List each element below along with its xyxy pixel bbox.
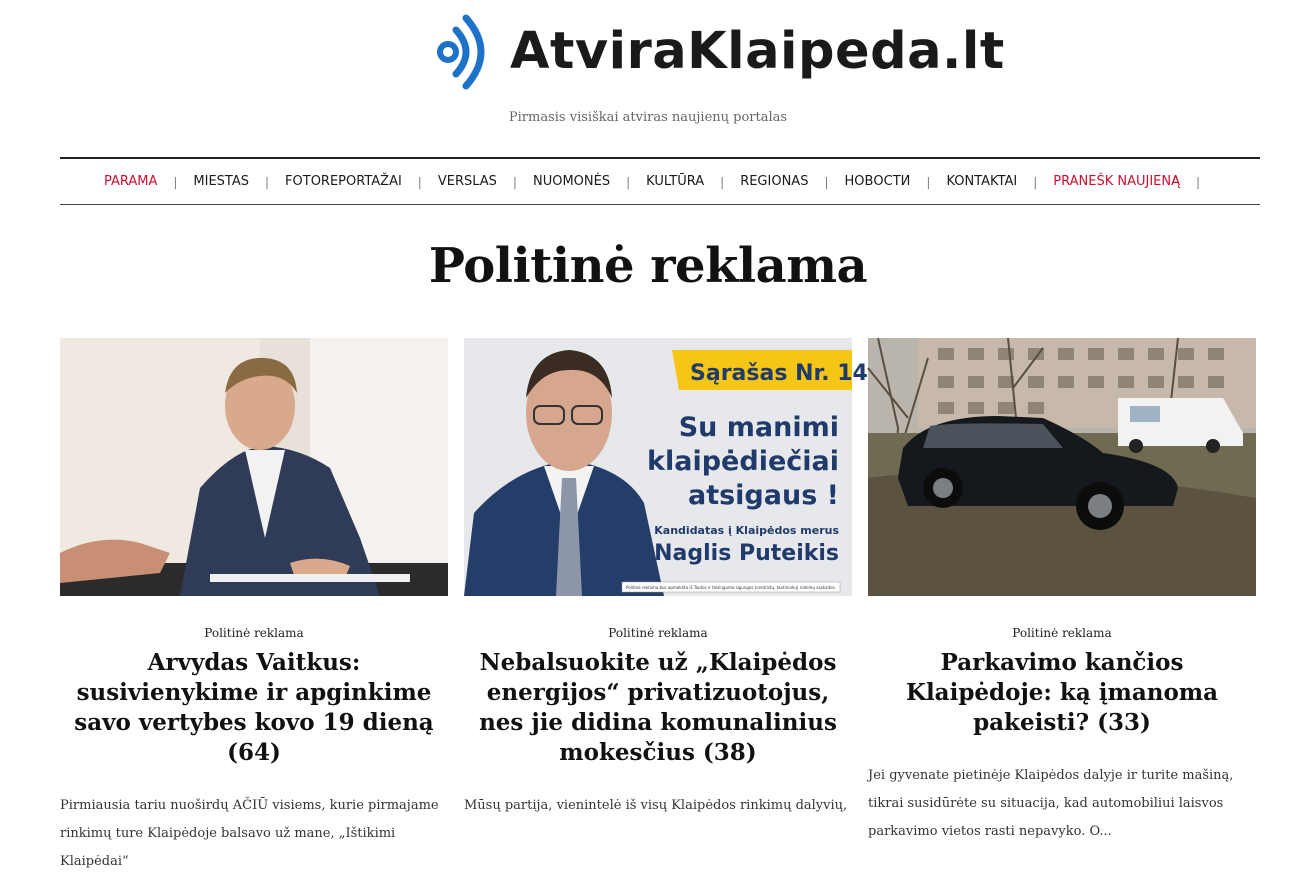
man-in-suit-photo xyxy=(60,338,448,596)
page-title: Politinė reklama xyxy=(428,238,868,294)
parked-car-photo xyxy=(868,338,1256,596)
article-card xyxy=(464,338,868,876)
radio-waves-icon xyxy=(436,10,494,92)
article-thumbnail[interactable] xyxy=(464,338,868,596)
site-tagline: Pirmasis visiškai atviras naujienų portalas xyxy=(508,110,788,125)
poster-slogan-line3: atsigaus ! xyxy=(687,480,839,511)
nav-separator: | xyxy=(926,174,931,189)
nav-item-3[interactable]: VERSLAS xyxy=(437,174,497,189)
nav-item-1[interactable]: MIESTAS xyxy=(193,174,249,189)
nav-item-7[interactable]: НОВОСТИ xyxy=(844,174,911,189)
nav-item-4[interactable]: NUOMONĖS xyxy=(532,174,611,189)
poster-list-label: Sąrašas Nr. 14 xyxy=(690,361,868,386)
nav-item-6[interactable]: REGIONAS xyxy=(740,174,809,189)
poster-slogan-line1: Su manimi xyxy=(678,412,839,443)
nav-separator: | xyxy=(1033,174,1038,189)
article-title[interactable]: Nebalsuokite už „Klaipėdos energijos“ privatizuotojus, nes jie didina komunalinius mokesčius (38) xyxy=(479,649,837,766)
article-title[interactable]: Arvydas Vaitkus: susivienykime ir apginkime savo vertybes kovo 19 dieną (64) xyxy=(74,649,434,766)
nav-separator: | xyxy=(1196,174,1201,189)
nav-separator: | xyxy=(626,174,631,189)
nav-separator: | xyxy=(417,174,422,189)
poster-slogan-line2: klaipėdiečiai xyxy=(647,446,839,477)
article-category[interactable]: Politinė reklama xyxy=(1012,626,1112,640)
article-excerpt: Jei gyvenate pietinėje Klaipėdos dalyje ir turite mašiną, tikrai susidūrėte su situacija, kad automobiliui laisvos parkavimo vietos rasti nepavyko. O... xyxy=(868,768,1234,839)
article-excerpt: Pirmiausia tariu nuoširdų AČIŪ visiems, kurie pirmajame rinkimų ture Klaipėdoje balsavo už mane, „Ištikimi Klaipėdai“ xyxy=(60,798,439,869)
nav-separator: | xyxy=(265,174,270,189)
article-grid xyxy=(60,338,1256,876)
nav-separator: | xyxy=(720,174,725,189)
site-logo[interactable] xyxy=(436,8,1005,94)
nav-separator: | xyxy=(173,174,178,189)
nav-item-0[interactable]: PARAMA xyxy=(103,174,158,189)
campaign-poster-image xyxy=(464,338,868,596)
article-category[interactable]: Politinė reklama xyxy=(204,626,304,640)
poster-candidate-name: Naglis Puteikis xyxy=(654,541,839,566)
nav-item-8[interactable]: KONTAKTAI xyxy=(946,174,1018,189)
nav-item-2[interactable]: FOTOREPORTAŽAI xyxy=(285,174,402,189)
article-title[interactable]: Parkavimo kančios Klaipėdoje: ką įmanoma pakeisti? (33) xyxy=(905,649,1219,736)
site-header xyxy=(0,0,1296,150)
article-card xyxy=(868,338,1256,876)
poster-footnote: Politinė reklama bus apmokėta iš Tautos ir teisingumo sąjungos (centristų, tautininkų) rinkimų sąskaitos. xyxy=(626,585,836,590)
article-thumbnail[interactable] xyxy=(60,338,448,596)
article-thumbnail[interactable] xyxy=(868,338,1256,596)
article-excerpt: Mūsų partija, vienintelė iš visų Klaipėdos rinkimų dalyvių, xyxy=(464,798,848,813)
logo-text: AtviraKlaipeda.lt xyxy=(510,21,1005,81)
nav-item-5[interactable]: KULTŪRA xyxy=(646,174,705,189)
nav-list xyxy=(104,174,1216,189)
main-nav xyxy=(60,157,1260,205)
article-card xyxy=(60,338,448,876)
article-category[interactable]: Politinė reklama xyxy=(608,626,708,640)
nav-item-9[interactable]: PRANEŠK NAUJIENĄ xyxy=(1053,174,1180,189)
nav-separator: | xyxy=(824,174,829,189)
nav-separator: | xyxy=(512,174,517,189)
poster-candidate-caption: Kandidatas į Klaipėdos merus xyxy=(654,524,839,537)
